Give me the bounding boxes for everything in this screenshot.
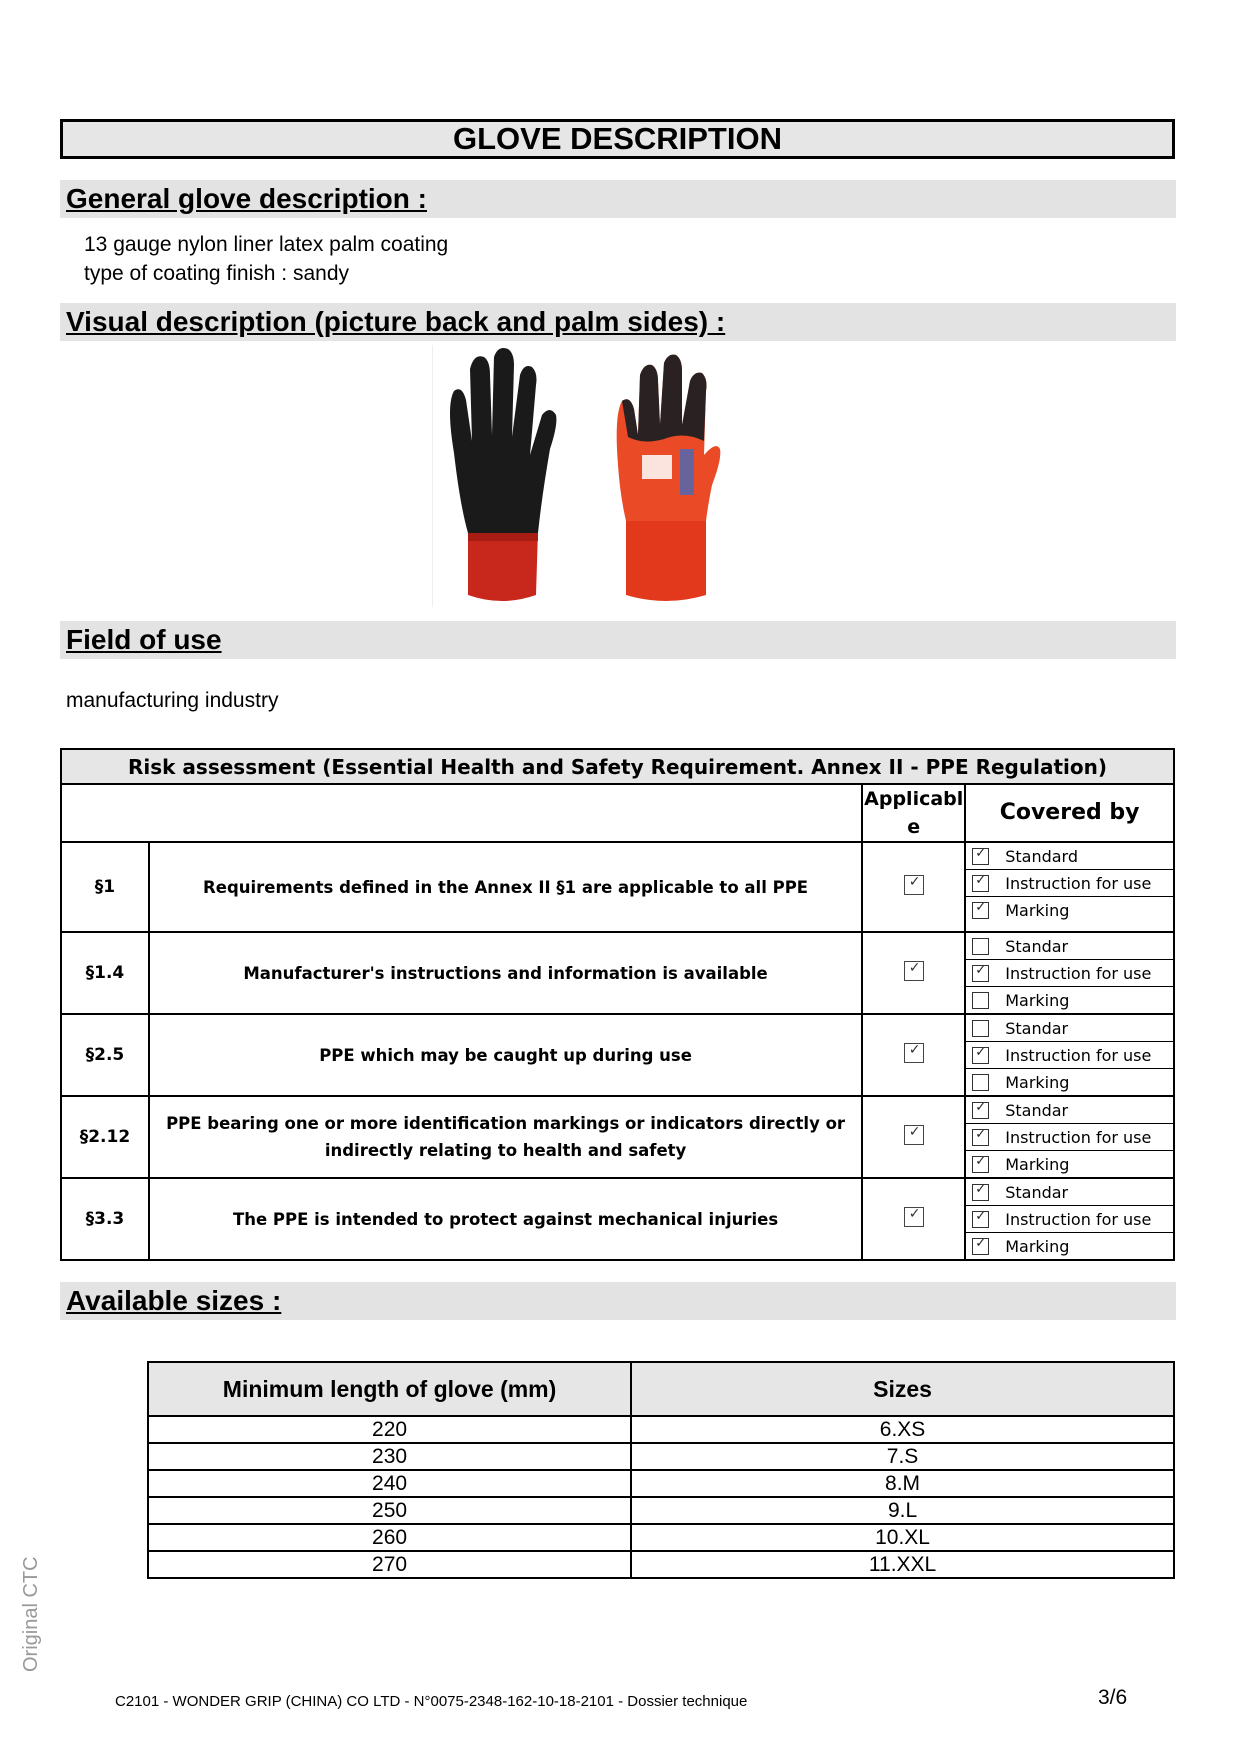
covered-label: Standar	[1005, 1100, 1069, 1120]
covered-checkbox[interactable]	[972, 1184, 989, 1201]
risk-row	[61, 1178, 1174, 1260]
size-cell: 6.XS	[631, 1416, 1174, 1443]
risk-row	[61, 842, 1174, 932]
footer-text: C2101 - WONDER GRIP (CHINA) CO LTD - N°0075-2348-162-10-18-2101 - Dossier technique	[115, 1693, 748, 1710]
page-number: 3/6	[1098, 1686, 1128, 1709]
covered-checkbox[interactable]	[972, 1238, 989, 1255]
length-cell: 230	[148, 1443, 631, 1470]
applicable-checkbox[interactable]	[904, 1125, 924, 1145]
field-heading: Field of use	[66, 624, 222, 655]
covered-label: Instruction for use	[1005, 1209, 1152, 1229]
covered-label: Marking	[1005, 1236, 1070, 1256]
covered-label: Standar	[1005, 1018, 1069, 1038]
covered-label: Standar	[1005, 1182, 1069, 1202]
covered-checkbox[interactable]	[972, 848, 989, 865]
covered-checkbox[interactable]	[972, 992, 989, 1009]
applicable-checkbox[interactable]	[904, 961, 924, 981]
glove-palm-icon	[604, 345, 728, 607]
col-covered-by: Covered by	[965, 784, 1174, 842]
covered-checkbox[interactable]	[972, 1074, 989, 1091]
covered-label: Instruction for use	[1005, 1045, 1152, 1065]
risk-ref: §1.4	[61, 932, 149, 1014]
applicable-checkbox[interactable]	[904, 1043, 924, 1063]
risk-requirement: PPE bearing one or more identification markings or indicators directly or indirectly relating to health and safety	[149, 1096, 862, 1178]
col-sizes: Sizes	[631, 1362, 1174, 1416]
section-bar-field	[60, 621, 1176, 659]
covered-label: Marking	[1005, 900, 1070, 920]
risk-requirement: PPE which may be caught up during use	[149, 1014, 862, 1096]
covered-checkbox[interactable]	[972, 1102, 989, 1119]
covered-label: Standard	[1005, 846, 1079, 866]
covered-label: Instruction for use	[1005, 963, 1152, 983]
covered-label: Marking	[1005, 1154, 1070, 1174]
table-row	[148, 1551, 1174, 1578]
covered-label: Instruction for use	[1005, 873, 1152, 893]
risk-row	[61, 932, 1174, 1014]
risk-table-header: Risk assessment (Essential Health and Safety Requirement. Annex II - PPE Regulation)	[61, 749, 1174, 784]
risk-ref: §1	[61, 842, 149, 932]
sizes-table	[147, 1361, 1175, 1579]
length-cell: 220	[148, 1416, 631, 1443]
risk-ref: §3.3	[61, 1178, 149, 1260]
covered-label: Marking	[1005, 990, 1070, 1010]
description-line-1: 13 gauge nylon liner latex palm coating	[84, 233, 449, 256]
sizes-heading: Available sizes :	[66, 1285, 282, 1316]
col-applicable: Applicabl e	[862, 784, 965, 842]
size-cell: 8.M	[631, 1470, 1174, 1497]
covered-checkbox[interactable]	[972, 1020, 989, 1037]
covered-checkbox[interactable]	[972, 965, 989, 982]
risk-requirement: Requirements defined in the Annex II §1 are applicable to all PPE	[149, 842, 862, 932]
covered-label: Marking	[1005, 1072, 1070, 1092]
length-cell: 260	[148, 1524, 631, 1551]
covered-checkbox[interactable]	[972, 902, 989, 919]
covered-checkbox[interactable]	[972, 1129, 989, 1146]
size-cell: 11.XXL	[631, 1551, 1174, 1578]
page-title: GLOVE DESCRIPTION	[60, 119, 1175, 159]
table-row	[148, 1470, 1174, 1497]
covered-label: Standar	[1005, 936, 1069, 956]
size-cell: 10.XL	[631, 1524, 1174, 1551]
table-row	[148, 1524, 1174, 1551]
description-line-2: type of coating finish : sandy	[84, 262, 349, 285]
covered-label: Instruction for use	[1005, 1127, 1152, 1147]
visual-heading: Visual description (picture back and palm sides) :	[66, 306, 726, 337]
risk-table-blank	[61, 784, 862, 842]
length-cell: 270	[148, 1551, 631, 1578]
table-row	[148, 1416, 1174, 1443]
length-cell: 250	[148, 1497, 631, 1524]
general-heading: General glove description :	[66, 183, 427, 214]
risk-ref: §2.12	[61, 1096, 149, 1178]
risk-ref: §2.5	[61, 1014, 149, 1096]
covered-checkbox[interactable]	[972, 875, 989, 892]
glove-back-icon	[432, 345, 570, 607]
length-cell: 240	[148, 1470, 631, 1497]
col-min-length: Minimum length of glove (mm)	[148, 1362, 631, 1416]
size-cell: 9.L	[631, 1497, 1174, 1524]
field-of-use-text: manufacturing industry	[66, 689, 279, 712]
table-row	[148, 1443, 1174, 1470]
risk-row	[61, 1096, 1174, 1178]
risk-row	[61, 1014, 1174, 1096]
covered-checkbox[interactable]	[972, 1211, 989, 1228]
risk-requirement: The PPE is intended to protect against mechanical injuries	[149, 1178, 862, 1260]
size-cell: 7.S	[631, 1443, 1174, 1470]
covered-checkbox[interactable]	[972, 938, 989, 955]
original-ctc-label: Original CTC	[20, 1556, 42, 1672]
applicable-checkbox[interactable]	[904, 1207, 924, 1227]
risk-table	[60, 748, 1175, 1261]
covered-checkbox[interactable]	[972, 1156, 989, 1173]
covered-checkbox[interactable]	[972, 1047, 989, 1064]
table-row	[148, 1497, 1174, 1524]
risk-requirement: Manufacturer's instructions and information is available	[149, 932, 862, 1014]
applicable-checkbox[interactable]	[904, 875, 924, 895]
